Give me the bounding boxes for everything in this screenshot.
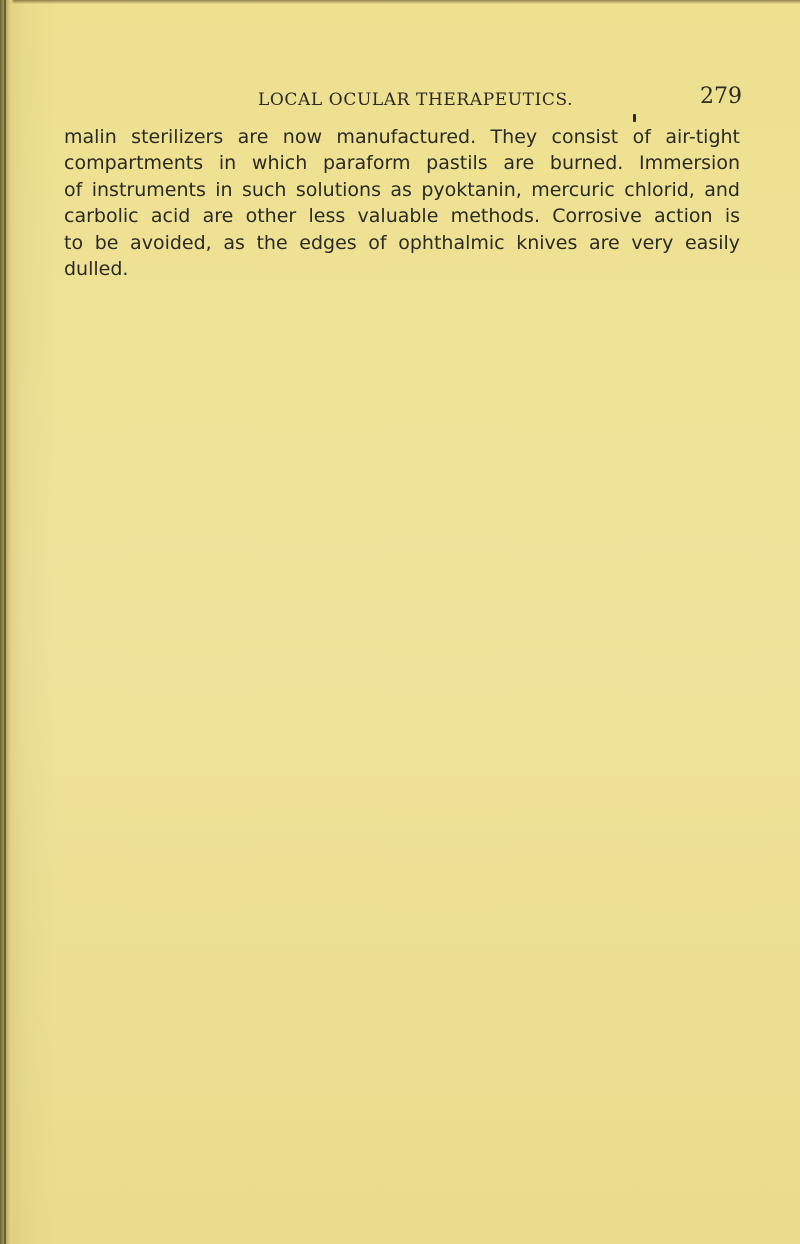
text-line: dulled. xyxy=(64,258,129,281)
print-speck xyxy=(633,114,636,122)
text-line: of instruments in such solutions as pyoktanin, mercuric chlorid, and xyxy=(64,178,740,201)
running-head: LOCAL OCULAR THERAPEUTICS. xyxy=(258,90,574,110)
binding-crease xyxy=(4,0,6,1244)
page-number: 279 xyxy=(700,84,742,109)
text-line: malin sterilizers are now manufactured. They consist of air-tight xyxy=(64,126,740,148)
text-line: to be avoided, as the edges of ophthalmic knives are very easily xyxy=(64,231,740,254)
text-line: carbolic acid are other less valuable methods. Corrosive action is xyxy=(64,205,740,228)
page-top-edge xyxy=(0,0,800,4)
text-line: compartments in which paraform pastils are burned. Immersion xyxy=(64,152,740,175)
body-paragraph xyxy=(64,124,740,282)
book-binding-edge xyxy=(0,0,14,1244)
